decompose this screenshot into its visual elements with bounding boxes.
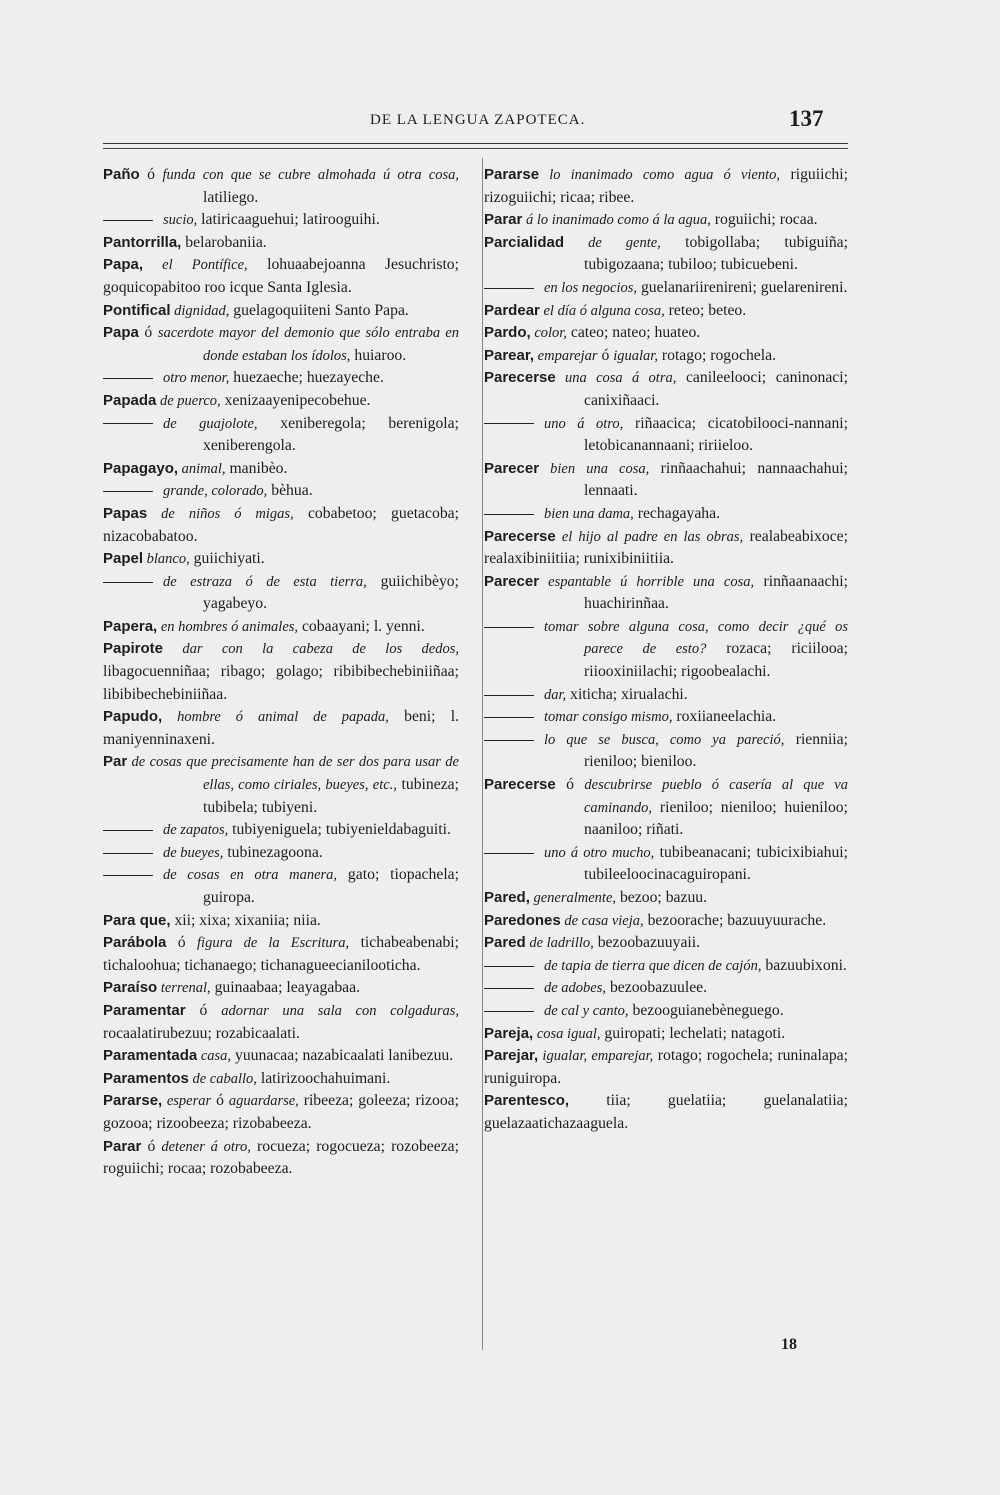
zapotec-translation: tubineza; tubibela; tubiyeni. [203, 776, 460, 816]
dictionary-entry [484, 729, 848, 774]
definition-italic: en hombres ó animales, [157, 618, 299, 635]
ditto-dash [103, 423, 153, 424]
definition-italic: lo inanimado como agua ó viento, [539, 167, 781, 183]
zapotec-translation: manibèo. [225, 459, 288, 477]
zapotec-translation: guinaabaa; leayagabaa. [210, 979, 361, 997]
definition-italic: bien una dama, [544, 505, 634, 522]
ditto-dash [484, 740, 534, 741]
zapotec-translation: rechagayaha. [633, 504, 721, 522]
headword: Paño [103, 166, 140, 183]
dictionary-entry [103, 480, 459, 503]
zapotec-translation: bezoobazuulee. [606, 979, 708, 997]
dictionary-entry [103, 819, 459, 842]
dictionary-entry [103, 571, 459, 616]
headword: Pareja, [484, 1024, 534, 1042]
headword: Pararse [484, 166, 540, 183]
definition-italic: detener á otro, [161, 1138, 251, 1155]
dictionary-entry [103, 458, 459, 481]
ditto-dash [484, 853, 534, 854]
zapotec-translation: guiichibèyo; yagabeyo. [203, 572, 459, 613]
dictionary-entry [484, 413, 848, 458]
definition-italic: tomar consigo mismo, [544, 709, 673, 726]
zapotec-translation: xiticha; xirualachi. [566, 685, 688, 703]
zapotec-translation: libagocuenniñaa; ribago; golago; ribibibechebiniiñaa; libibibechebiniiñaa. [103, 663, 459, 703]
dictionary-entry [484, 164, 848, 209]
dictionary-entry [484, 616, 848, 684]
definition-italic: generalmente, [529, 890, 617, 906]
zapotec-translation: guelagoquiiteni Santo Papa. [229, 301, 409, 319]
definition-italic: tomar sobre alguna cosa, como decir ¿qué os parece de esto? [544, 618, 848, 658]
zapotec-translation: rocueza; rogocueza; rozobeeza; roguiichi; rocaa; rozobabeeza. [103, 1137, 460, 1178]
dictionary-entry [103, 503, 459, 548]
definition-italic: de adobes, [544, 980, 607, 997]
ditto-dash [103, 220, 153, 221]
definition-italic: el Pontífice, [143, 257, 248, 274]
definition-italic: á lo inanimado como á la agua, [522, 212, 711, 229]
headword: Paredones [484, 911, 561, 929]
headword: Paramentada [103, 1047, 198, 1065]
definition-italic: de ladrillo, [525, 935, 594, 952]
headword: Parar [484, 211, 523, 229]
running-head [0, 106, 1000, 136]
dictionary-entry [103, 164, 459, 209]
definition-italic: de puerco, [156, 392, 221, 409]
zapotec-translation: guelanariirenireni; guelarenireni. [637, 278, 848, 296]
dictionary-entry [103, 1068, 459, 1091]
zapotec-translation: huiaroo. [350, 346, 407, 364]
definition-italic: dignidad, [170, 302, 230, 319]
zapotec-translation: ó [138, 324, 158, 342]
dictionary-entry [484, 458, 848, 503]
zapotec-translation: tubinezagoona. [223, 843, 323, 861]
zapotec-translation: rocaalatirubezuu; rozabicaalati. [103, 1024, 300, 1042]
zapotec-translation: rotago; rogochela. [657, 346, 777, 364]
dictionary-entry [484, 1023, 848, 1046]
zapotec-translation: lohuaabejoanna Jesuchristo; goquicopabitoo roo icque Santa Iglesia. [103, 256, 460, 296]
dictionary-entry [103, 209, 459, 232]
definition-italic: de zapatos, [163, 822, 229, 839]
definition-italic: el día ó alguna cosa, [539, 302, 665, 319]
right-column [484, 164, 848, 1136]
ditto-dash [484, 627, 534, 628]
zapotec-translation: ó [166, 934, 198, 952]
dictionary-entry [103, 367, 459, 390]
definition-italic: uno á otro, [544, 415, 624, 432]
dictionary-entry [484, 277, 848, 300]
dictionary-entry [103, 616, 459, 639]
definition-italic: color, [530, 325, 567, 342]
dictionary-entry [103, 1136, 459, 1181]
headword: Papa [103, 324, 139, 342]
zapotec-translation: latiricaaguehui; latirooguihi. [197, 211, 380, 229]
definition-italic: de cosas que precisamente han de ser dos para usar de ellas, como ciriales, bueyes, etc., [127, 754, 459, 794]
zapotec-translation: cobaayani; l. yenni. [298, 617, 425, 635]
zapotec-translation: riñaacica; cicatobilooci-nannani; letobicanannaani; ririieloo. [584, 414, 849, 455]
dictionary-entry [484, 300, 848, 323]
headword: Paraíso [103, 979, 158, 997]
zapotec-translation: xii; xixa; xixaniia; niia. [170, 911, 321, 929]
zapotec-translation: reteo; beteo. [664, 301, 747, 319]
zapotec-translation: ribeeza; goleeza; rizooa; gozooa; rizoobeeza; rizobabeeza. [103, 1092, 460, 1132]
headword: Papagayo, [103, 459, 179, 477]
signature-mark: 18 [781, 1336, 797, 1353]
dictionary-entry [103, 638, 459, 706]
connector-text: ó [139, 166, 163, 183]
zapotec-translation: bèhua. [267, 482, 313, 500]
zapotec-translation: bezooguianebèneguego. [628, 1001, 784, 1019]
headword: Papada [103, 391, 157, 409]
dictionary-entry [103, 300, 459, 323]
dictionary-entry [103, 322, 459, 367]
definition-italic: figura de la Escritura, [197, 935, 350, 952]
headword: Parejar, [484, 1047, 539, 1065]
dictionary-entry [484, 232, 848, 277]
definition-italic: lo que se busca, como ya pareció, [544, 731, 785, 748]
dictionary-entry [484, 887, 848, 910]
headword: Parecerse [484, 369, 556, 387]
ditto-dash [484, 288, 534, 289]
running-title: DE LA LENGUA ZAPOTECA. [370, 112, 586, 128]
definition-italic: funda con que se cubre almohada ú otra cosa, [162, 167, 459, 183]
dictionary-entry [484, 503, 848, 526]
dictionary-entry [484, 977, 848, 1000]
ditto-dash [484, 966, 534, 967]
header-rule-thin [103, 148, 848, 149]
headword: Pontifical [103, 301, 171, 319]
definition-italic: igualar, emparejar, [538, 1048, 654, 1065]
dictionary-entry [103, 254, 459, 299]
ditto-dash [484, 423, 534, 424]
definition-italic: sacerdote mayor del demonio que sólo entraba en donde estaban los ídolos, [157, 325, 460, 364]
definition-italic: otro menor, [163, 370, 230, 387]
headword: Parecerse [484, 776, 556, 794]
definition-italic: animal, [178, 460, 226, 477]
headword: Parentesco, [484, 1092, 570, 1110]
zapotec-translation: bezoobazuuyaii. [593, 934, 701, 952]
zapotec-translation: rotago; rogochela; runinalapa; runiguiropa. [484, 1047, 849, 1087]
definition-italic: igualar, [613, 347, 658, 364]
zapotec-translation: ó [555, 776, 585, 794]
zapotec-translation: tubibeanacani; tubicixibiahui; tubileeloocinacaguiropani. [584, 843, 848, 884]
headword: Parear, [484, 346, 535, 364]
dictionary-entry [103, 232, 459, 255]
ditto-dash [103, 875, 153, 876]
definition-italic: bien una cosa, [539, 460, 650, 477]
dictionary-entry [103, 1045, 459, 1068]
definition-italic: uno á otro mucho, [544, 844, 655, 861]
dictionary-entry [103, 864, 459, 909]
headword: Pantorrilla, [103, 233, 182, 251]
definition-italic: de guajolote, [163, 415, 258, 432]
headword: Papas [103, 504, 148, 522]
zapotec-translation: beni; l. maniyenninaxeni. [103, 708, 459, 748]
zapotec-translation: tubiyeniguela; tubiyenieldabaguiti. [228, 821, 451, 839]
dictionary-entry [103, 842, 459, 865]
zapotec-translation: bezoorache; bazuuyuurache. [643, 911, 827, 929]
zapotec-translation: riguiichi; rizoguiichi; ricaa; ribee. [484, 166, 848, 206]
ditto-dash [103, 830, 153, 831]
dictionary-entry [484, 322, 848, 345]
header-rule [103, 143, 848, 144]
definition-italic: de estraza ó de esta tierra, [163, 573, 367, 590]
zapotec-translation: cobabetoo; guetacoba; nizacobabatoo. [103, 504, 459, 545]
definition-italic: de casa vieja, [560, 912, 644, 929]
zapotec-translation: latiliego. [203, 188, 259, 206]
definition-italic: de caballo, [188, 1070, 257, 1087]
definition-italic: en los negocios, [544, 279, 638, 296]
ditto-dash [484, 695, 534, 696]
definition-italic: de tapia de tierra que dicen de cajón, [544, 957, 762, 974]
zapotec-translation: yuunacaa; nazabicaalati lanibezuu. [231, 1047, 454, 1065]
dictionary-entry [484, 1000, 848, 1023]
headword: Papirote [103, 640, 164, 658]
dictionary-entry [484, 345, 848, 368]
definition-italic: descubrirse pueblo ó casería al que va caminando, [584, 777, 848, 816]
headword: Papa, [103, 256, 144, 274]
definition-italic: grande, colorado, [163, 483, 268, 500]
zapotec-translation: latirizoochahuimani. [256, 1069, 391, 1087]
zapotec-translation: tiia; guelatiia; guelanalatiia; guelazaatichazaaguela. [484, 1092, 848, 1132]
definition-italic: el hijo al padre en las obras, [555, 528, 744, 545]
definition-italic: dar, [544, 686, 567, 703]
definition-italic: hombre ó animal de papada, [162, 709, 389, 726]
headword: Par [103, 753, 128, 771]
dictionary-entry [484, 1045, 848, 1090]
headword: Pardo, [484, 324, 531, 342]
dictionary-entry [103, 910, 459, 933]
definition-italic: casa, [197, 1048, 232, 1065]
zapotec-translation: tobigollaba; tubiguiña; tubigozaana; tubiloo; tubicuebeni. [584, 233, 848, 274]
zapotec-translation: huezaeche; huezayeche. [229, 369, 384, 387]
column-divider [482, 158, 483, 1350]
ditto-dash [484, 514, 534, 515]
ditto-dash [103, 853, 153, 854]
headword: Papel [103, 550, 144, 568]
headword: Papera, [103, 617, 158, 635]
zapotec-translation: xenizaayenipecobehue. [220, 391, 371, 409]
dictionary-entry [484, 684, 848, 707]
dictionary-entry [103, 390, 459, 413]
zapotec-translation: ó [185, 1001, 222, 1019]
headword: Paramentar [103, 1001, 186, 1019]
dictionary-entry [484, 1090, 848, 1135]
dictionary-entry [484, 842, 848, 887]
definition-italic: sucio, [163, 212, 198, 229]
definition-italic: emparejar [534, 347, 598, 364]
left-column [103, 164, 459, 1181]
headword: Parábola [103, 934, 167, 952]
zapotec-translation: ó [141, 1137, 162, 1155]
zapotec-translation: roxiianeelachia. [672, 708, 777, 726]
headword: Papudo, [103, 708, 163, 726]
zapotec-translation: belarobaniia. [181, 233, 267, 251]
headword: Paramentos [103, 1069, 189, 1087]
headword: Parecer [484, 459, 540, 477]
zapotec-translation: rinñaachahui; nannaachahui; lennaati. [584, 459, 849, 500]
definition-italic: de niños ó migas, [147, 505, 294, 522]
dictionary-entry [484, 706, 848, 729]
definition-italic: dar con la cabeza de los dedos, [163, 641, 459, 658]
dictionary-entry [103, 751, 459, 819]
headword: Pardear [484, 301, 540, 319]
definition-italic: cosa igual, [533, 1025, 601, 1042]
definition-italic: terrenal, [157, 980, 211, 997]
zapotec-translation: ó [211, 1092, 229, 1110]
headword: Parecer [484, 572, 540, 590]
dictionary-entry [103, 932, 459, 977]
headword: Para que, [103, 911, 171, 929]
headword: Parecerse [484, 527, 556, 545]
headword: Pararse, [103, 1092, 163, 1110]
dictionary-entry [484, 955, 848, 978]
zapotec-translation: gato; tiopachela; guiropa. [203, 866, 459, 906]
zapotec-translation: ó [597, 346, 614, 364]
dictionary-entry [103, 1000, 459, 1045]
zapotec-translation: guiichiyati. [189, 550, 265, 568]
dictionary-entry [484, 932, 848, 955]
zapotec-translation: rieniloo; nieniloo; huieniloo; naaniloo; riñati. [584, 798, 848, 839]
zapotec-translation: tichabeabenabi; tichaloohua; tichanaego; tichanagueecianilooticha. [103, 934, 460, 974]
dictionary-entry [484, 367, 848, 412]
zapotec-translation: cateo; nateo; huateo. [566, 324, 701, 342]
zapotec-translation: xeniberegola; berenigola; xeniberengola. [203, 414, 459, 455]
headword: Parcialidad [484, 233, 565, 251]
ditto-dash [484, 1011, 534, 1012]
headword: Pared [484, 934, 526, 952]
definition-italic: esperar [162, 1093, 212, 1110]
dictionary-entry [103, 706, 459, 751]
dictionary-entry [484, 209, 848, 232]
definition-italic: de gente, [564, 234, 661, 251]
dictionary-entry [484, 526, 848, 571]
headword: Parar [103, 1137, 142, 1155]
dictionary-entry [484, 774, 848, 842]
zapotec-translation: roguiichi; rocaa. [710, 211, 818, 229]
ditto-dash [103, 491, 153, 492]
dictionary-entry [484, 910, 848, 933]
ditto-dash [484, 717, 534, 718]
zapotec-translation: rinñaanaachi; huachirinñaa. [584, 572, 848, 613]
zapotec-translation: bazuubixoni. [761, 956, 847, 974]
headword: Pared, [484, 889, 530, 906]
ditto-dash [484, 988, 534, 989]
definition-italic: blanco, [143, 551, 190, 568]
zapotec-translation: guiropati; lechelati; natagoti. [600, 1024, 786, 1042]
zapotec-translation: rienniia; rieniloo; bieniloo. [584, 730, 848, 771]
definition-italic: de cal y canto, [544, 1002, 629, 1019]
dictionary-entry [103, 413, 459, 458]
definition-italic: adornar una sala con colgaduras, [221, 1002, 459, 1019]
ditto-dash [103, 582, 153, 583]
zapotec-translation: rozaca; riciilooa; riiooxiniilachi; rigoobealachi. [584, 640, 848, 681]
zapotec-translation: canileelooci; caninonaci; canixiñaaci. [584, 369, 848, 409]
definition-italic: espantable ú horrible una cosa, [539, 573, 755, 590]
definition-italic: de bueyes, [163, 844, 224, 861]
ditto-dash [103, 378, 153, 379]
dictionary-entry [484, 571, 848, 616]
zapotec-translation: bezoo; bazuu. [616, 889, 708, 906]
dictionary-entry [103, 548, 459, 571]
definition-italic: una cosa á otra, [555, 370, 677, 387]
dictionary-entry [103, 1090, 459, 1135]
page-number: 137 [789, 106, 824, 131]
definition-italic: aguardarse, [228, 1093, 299, 1110]
definition-italic: de cosas en otra manera, [163, 867, 338, 884]
dictionary-entry [103, 977, 459, 1000]
zapotec-translation: realabeabixoce; realaxibiniitiia; runixibiniitiia. [484, 527, 849, 568]
